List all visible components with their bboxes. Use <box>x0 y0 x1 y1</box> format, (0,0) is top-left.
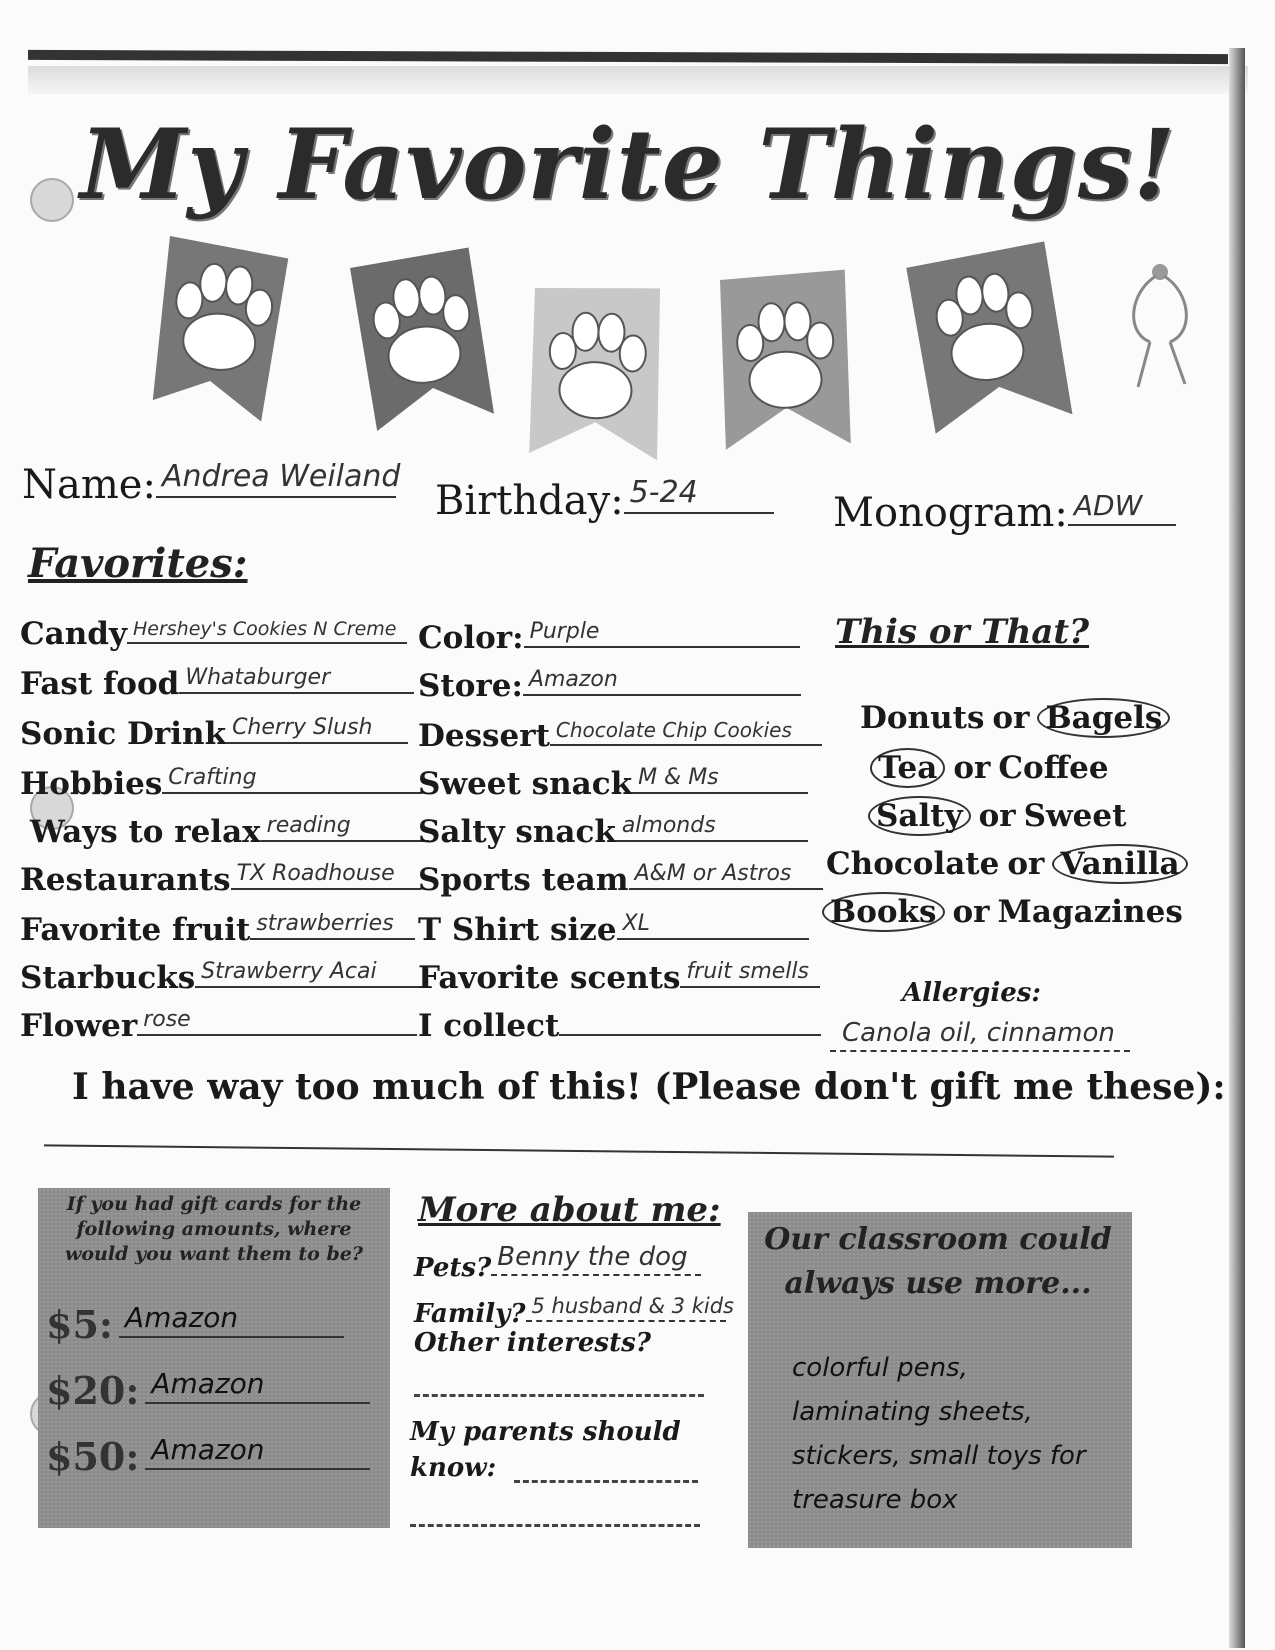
favorite-row <box>20 902 415 948</box>
interests-input[interactable] <box>414 1394 704 1397</box>
or-text: or <box>952 894 990 930</box>
gift-card-input[interactable] <box>145 1424 370 1470</box>
favorite-input[interactable] <box>179 656 414 694</box>
family-label: Family? <box>414 1299 526 1329</box>
name-label: Name: <box>22 462 156 508</box>
favorite-row <box>418 852 823 898</box>
favorite-value: Whataburger <box>185 665 331 690</box>
favorite-value: Amazon <box>528 667 618 692</box>
favorite-label: T Shirt size <box>418 912 617 948</box>
parents-input[interactable] <box>514 1480 698 1483</box>
favorite-input[interactable] <box>680 950 820 988</box>
favorite-input[interactable] <box>162 756 422 794</box>
favorite-input[interactable] <box>524 610 800 648</box>
allergies-input[interactable] <box>830 1014 1130 1052</box>
favorites-heading: Favorites: <box>28 540 248 587</box>
favorite-label: Flower <box>20 1008 138 1044</box>
favorite-input[interactable] <box>559 998 821 1036</box>
birthday-value: 5-24 <box>629 475 698 510</box>
or-text: or <box>953 750 991 786</box>
monogram-field <box>833 480 1176 536</box>
favorite-input[interactable] <box>523 658 801 696</box>
top-shading <box>28 66 1248 94</box>
gift-card-row <box>46 1424 370 1479</box>
favorite-value: Hershey's Cookies N Creme <box>133 618 397 640</box>
monogram-input[interactable] <box>1068 480 1176 526</box>
favorite-row <box>20 756 422 802</box>
gift-amount: $5: <box>46 1302 113 1347</box>
allergies-label: Allergies: <box>902 978 1042 1008</box>
pennant <box>529 284 663 460</box>
favorite-row <box>20 852 421 898</box>
top-border <box>28 50 1228 64</box>
birthday-label: Birthday: <box>435 478 624 524</box>
pennant <box>720 270 851 450</box>
favorite-row <box>418 950 820 996</box>
favorite-row <box>418 658 801 704</box>
favorite-value: A&M or Astros <box>634 861 792 886</box>
punch-hole <box>30 178 74 222</box>
more-about-heading: More about me: <box>418 1190 721 1230</box>
birthday-input[interactable] <box>624 468 774 514</box>
name-input[interactable] <box>156 452 401 498</box>
favorite-input[interactable] <box>127 606 407 644</box>
too-much-input[interactable] <box>44 1144 1114 1157</box>
favorite-value: almonds <box>621 813 716 838</box>
pennant <box>349 247 494 432</box>
this-or-that-row <box>870 750 1109 786</box>
page-edge-shadow <box>1229 48 1245 1648</box>
gift-card-input[interactable] <box>119 1292 344 1338</box>
favorite-label: Salty snack <box>418 814 616 850</box>
favorite-label: Favorite fruit <box>20 912 251 948</box>
favorite-row <box>418 756 808 802</box>
gift-card-input[interactable] <box>145 1358 370 1404</box>
favorite-value: fruit smells <box>686 959 809 984</box>
this-or-that-row <box>868 798 1126 834</box>
favorite-label: Starbucks <box>20 960 196 996</box>
favorite-value: Strawberry Acai <box>201 959 377 984</box>
favorite-input[interactable] <box>250 902 415 940</box>
this-or-that-heading: This or That? <box>835 612 1090 652</box>
parents-input-2[interactable] <box>410 1524 700 1527</box>
favorite-label: Sweet snack <box>418 766 633 802</box>
interests-label: Other interests? <box>414 1328 651 1358</box>
pets-input[interactable] <box>491 1238 701 1276</box>
favorite-value: Crafting <box>168 765 257 790</box>
favorite-value: Chocolate Chip Cookies <box>555 718 792 742</box>
favorite-input[interactable] <box>226 706 408 744</box>
or-text: or <box>1007 846 1045 882</box>
monogram-value: ADW <box>1073 489 1143 522</box>
option-b[interactable]: Coffee <box>998 750 1109 786</box>
this-or-that-row <box>826 846 1188 882</box>
gift-value: Amazon <box>124 1301 239 1334</box>
favorite-value: Cherry Slush <box>232 715 373 740</box>
favorite-label: Store: <box>418 668 523 704</box>
gift-value: Amazon <box>151 1367 265 1400</box>
this-or-that-row <box>860 700 1170 736</box>
favorite-row <box>418 610 800 656</box>
favorite-label: Dessert <box>418 718 550 754</box>
family-input[interactable] <box>526 1284 734 1322</box>
favorite-input[interactable] <box>617 902 809 940</box>
favorite-input[interactable] <box>629 852 823 890</box>
favorite-input[interactable] <box>137 998 417 1036</box>
gift-cards-box <box>38 1188 390 1528</box>
family-field <box>414 1284 734 1329</box>
pets-field <box>414 1238 701 1283</box>
favorite-row <box>30 804 429 850</box>
option-a[interactable]: Tea <box>870 748 945 788</box>
favorite-value: rose <box>143 1007 191 1032</box>
gift-card-row <box>46 1358 370 1413</box>
gift-cards-prompt: If you had gift cards for the following amounts, where would you want them to be? <box>65 1193 363 1265</box>
favorite-value: reading <box>266 813 351 838</box>
option-a[interactable]: Donuts <box>860 700 985 736</box>
favorite-label: Sonic Drink <box>20 716 227 752</box>
option-a[interactable]: Chocolate <box>826 846 1000 882</box>
gift-amount: $20: <box>46 1368 140 1413</box>
classroom-heading: Our classroom could always use more... <box>764 1222 1112 1301</box>
favorite-row <box>20 606 407 652</box>
favorite-value: M & Ms <box>638 765 719 790</box>
favorite-input[interactable] <box>261 804 429 842</box>
favorite-row <box>20 998 417 1044</box>
favorite-value: Purple <box>529 619 600 644</box>
favorite-label: I collect <box>418 1008 560 1044</box>
favorite-row <box>20 706 408 752</box>
favorite-row <box>418 804 808 850</box>
favorite-label: Sports team <box>418 862 629 898</box>
favorite-row <box>418 902 809 948</box>
gift-amount: $50: <box>46 1434 140 1479</box>
this-or-that-row <box>822 894 1183 930</box>
favorite-label: Color: <box>418 620 524 656</box>
option-a[interactable]: Salty <box>868 796 971 836</box>
parents-label: My parents should know: <box>410 1417 681 1483</box>
paw-banner <box>140 236 1190 461</box>
gift-value: Amazon <box>151 1433 265 1466</box>
favorite-input[interactable] <box>195 950 420 988</box>
favorite-row <box>418 998 821 1044</box>
favorite-input[interactable] <box>231 852 421 890</box>
monogram-label: Monogram: <box>833 490 1068 536</box>
option-a[interactable]: Books <box>822 892 945 932</box>
too-much-prompt: I have way too much of this! (Please don't gift me these): <box>72 1066 1226 1108</box>
ribbon-bow <box>1120 262 1200 392</box>
gift-card-row <box>46 1292 344 1347</box>
pennant <box>905 240 1073 435</box>
favorite-row <box>20 656 414 702</box>
favorite-input[interactable] <box>616 804 808 842</box>
family-value: 5 husband & 3 kids <box>531 1294 734 1318</box>
favorite-input[interactable] <box>550 708 822 746</box>
favorite-value: strawberries <box>256 911 394 936</box>
favorite-label: Restaurants <box>20 862 231 898</box>
birthday-field <box>435 468 774 524</box>
option-b[interactable]: Magazines <box>997 894 1183 930</box>
option-b[interactable]: Sweet <box>1023 798 1127 834</box>
pets-value: Benny the dog <box>497 1242 688 1272</box>
favorite-value: XL <box>622 911 650 936</box>
favorite-label: Favorite scents <box>418 960 681 996</box>
favorite-input[interactable] <box>632 756 808 794</box>
favorite-value: TX Roadhouse <box>236 861 395 886</box>
favorite-label: Fast food <box>20 666 180 702</box>
option-b[interactable]: Vanilla <box>1052 844 1187 884</box>
favorite-label: Candy <box>20 616 127 652</box>
or-text: or <box>978 798 1016 834</box>
favorite-label: Ways to relax <box>30 814 261 850</box>
name-value: Andrea Weiland <box>161 459 401 494</box>
name-field <box>22 452 401 508</box>
or-text: or <box>992 700 1030 736</box>
classroom-value: colorful pens, laminating sheets, stickers, small toys for treasure box <box>792 1353 1086 1515</box>
favorite-row <box>418 708 822 754</box>
pets-label: Pets? <box>414 1253 492 1283</box>
classroom-box <box>748 1212 1132 1548</box>
option-b[interactable]: Bagels <box>1037 698 1170 738</box>
page-title: My Favorite Things! <box>80 108 1177 221</box>
favorite-row <box>20 950 420 996</box>
favorite-label: Hobbies <box>20 766 163 802</box>
allergies-value: Canola oil, cinnamon <box>842 1018 1115 1048</box>
pennant <box>152 236 290 423</box>
